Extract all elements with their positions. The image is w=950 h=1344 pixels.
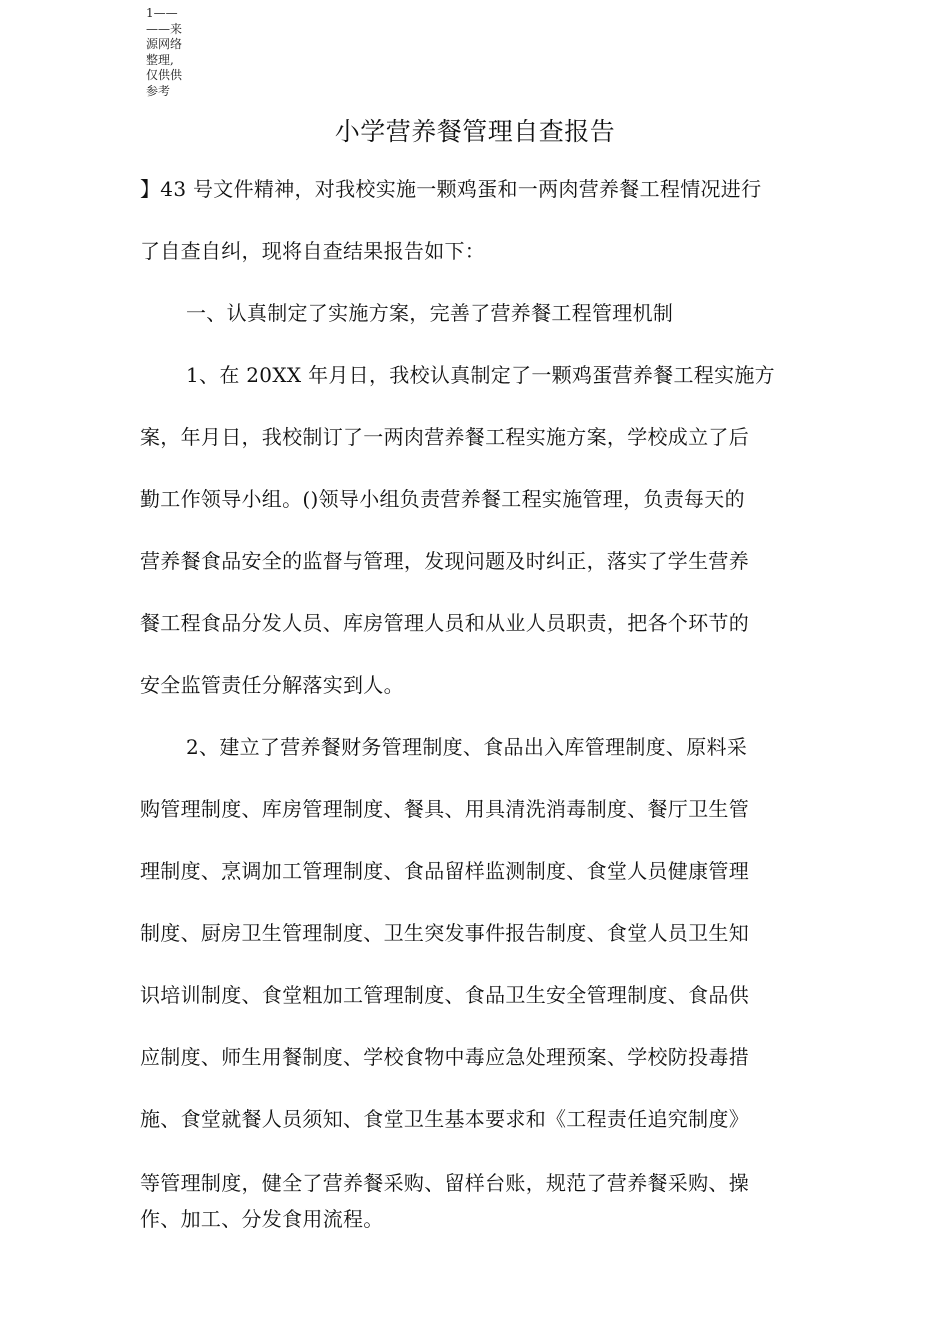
body-text-line: 2、建立了营养餐财务管理制度、食品出入库管理制度、原料采 [186,735,748,759]
header-note-line: 仅供供 [146,68,183,82]
header-note-line: 整理, [146,52,174,67]
body-text-line: 营养餐食品安全的监督与管理，发现问题及时纠正，落实了学生营养 [140,549,749,573]
body-text-line: 餐工程食品分发人员、库房管理人员和从业人员职责，把各个环节的 [140,611,749,635]
body-text-line: 作、加工、分发食用流程。 [140,1207,384,1231]
header-source-note [146,6,196,99]
body-text-line: 制度、厨房卫生管理制度、卫生突发事件报告制度、食堂人员卫生知 [140,921,749,945]
body-text-line: 1、在 20XX 年月日，我校认真制定了一颗鸡蛋营养餐工程实施方 [186,363,775,387]
body-text-line: 应制度、师生用餐制度、学校食物中毒应急处理预案、学校防投毒措 [140,1045,749,1069]
body-text-line: 安全监管责任分解落实到人。 [140,673,404,697]
header-note-line: 参考 [146,83,171,98]
body-text-line: 施、食堂就餐人员须知、食堂卫生基本要求和《工程责任追究制度》 [140,1107,749,1131]
body-text-line: 等管理制度，健全了营养餐采购、留样台账，规范了营养餐采购、操 [140,1171,749,1195]
body-text-line: 识培训制度、食堂粗加工管理制度、食品卫生安全管理制度、食品供 [140,983,749,1007]
header-note-line: ——来 [146,21,183,36]
body-text-line: 理制度、烹调加工管理制度、食品留样监测制度、食堂人员健康管理 [140,859,749,883]
header-note-line: 1—— [146,6,178,20]
body-text-line: 】43 号文件精神，对我校实施一颗鸡蛋和一两肉营养餐工程情况进行 [140,177,762,201]
body-text-line: 勤工作领导小组。()领导小组负责营养餐工程实施管理，负责每天的 [140,487,745,511]
header-note-line: 源网络 [146,37,183,51]
section-heading: 一、认真制定了实施方案，完善了营养餐工程管理机制 [186,301,674,325]
body-text-line: 了自查自纠，现将自查结果报告如下： [140,239,486,263]
body-text-line: 购管理制度、库房管理制度、餐具、用具清洗消毒制度、餐厅卫生管 [140,797,749,821]
body-text-line: 案，年月日，我校制订了一两肉营养餐工程实施方案，学校成立了后 [140,425,749,449]
document-title: 小学营养餐管理自查报告 [334,117,616,146]
